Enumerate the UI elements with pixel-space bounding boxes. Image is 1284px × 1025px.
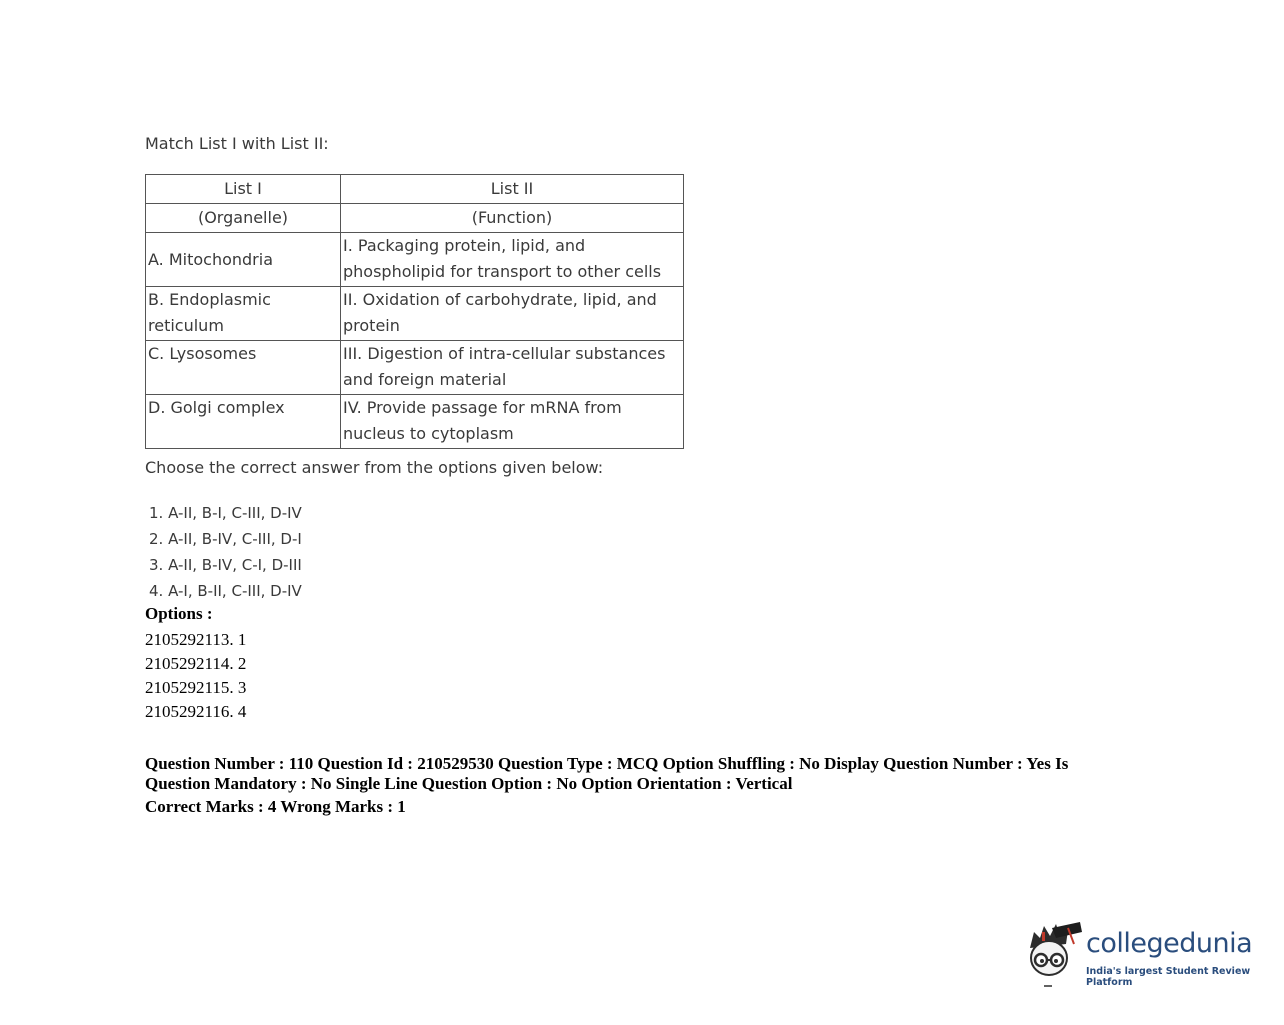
options-list [145, 628, 246, 724]
row-d-function: IV. Provide passage for mRNA from nucleus to cytoplasm [341, 395, 684, 449]
row-c-organelle: C. Lysosomes [146, 341, 341, 395]
row-b-organelle: B. Endoplasmic reticulum [146, 287, 341, 341]
logo-brand-text: collegedunia [1086, 928, 1253, 959]
collegedunia-logo [1022, 918, 1262, 990]
option-id-item: 2105292114. 2 [145, 654, 247, 673]
row-b-function: II. Oxidation of carbohydrate, lipid, and protein [341, 287, 684, 341]
list-item: 3. A-II, B-IV, C-I, D-III [149, 556, 302, 574]
list-item: 4. A-I, B-II, C-III, D-IV [149, 582, 302, 600]
question-metadata: Question Number : 110 Question Id : 210529530 Question Type : MCQ Option Shuffling : No Display Question Number : Yes Is Question Mandatory : No Single Line Question Option : No Option Orientation : Vertical [145, 754, 1069, 793]
subheader-list2: (Function) [341, 204, 684, 233]
match-table [145, 174, 684, 449]
choose-instruction: Choose the correct answer from the options given below: [145, 458, 604, 477]
row-a-function: I. Packaging protein, lipid, and phospholipid for transport to other cells [341, 233, 684, 287]
options-heading: Options : [145, 604, 213, 623]
logo-tagline: India's largest Student Review Platform [1086, 966, 1251, 988]
answer-choices [149, 500, 302, 604]
option-id-item: 2105292116. 4 [145, 702, 247, 721]
header-list1: List I [146, 175, 341, 204]
question-instruction: Match List I with List II: [145, 134, 329, 153]
table-row [146, 233, 684, 287]
list-item: 2. A-II, B-IV, C-III, D-I [149, 530, 302, 548]
table-row [146, 287, 684, 341]
row-a-organelle: A. Mitochondria [146, 233, 341, 287]
table-row [146, 395, 684, 449]
row-c-function: III. Digestion of intra-cellular substances and foreign material [341, 341, 684, 395]
option-id-item: 2105292115. 3 [145, 678, 247, 697]
table-row [146, 341, 684, 395]
marks-info: Correct Marks : 4 Wrong Marks : 1 [145, 797, 406, 816]
table-subheader-row [146, 204, 684, 233]
row-d-organelle: D. Golgi complex [146, 395, 341, 449]
mascot-icon [1022, 918, 1084, 988]
list-item: 1. A-II, B-I, C-III, D-IV [149, 504, 302, 522]
table-header-row [146, 175, 684, 204]
option-id-item: 2105292113. 1 [145, 630, 247, 649]
subheader-list1: (Organelle) [146, 204, 341, 233]
header-list2: List II [341, 175, 684, 204]
